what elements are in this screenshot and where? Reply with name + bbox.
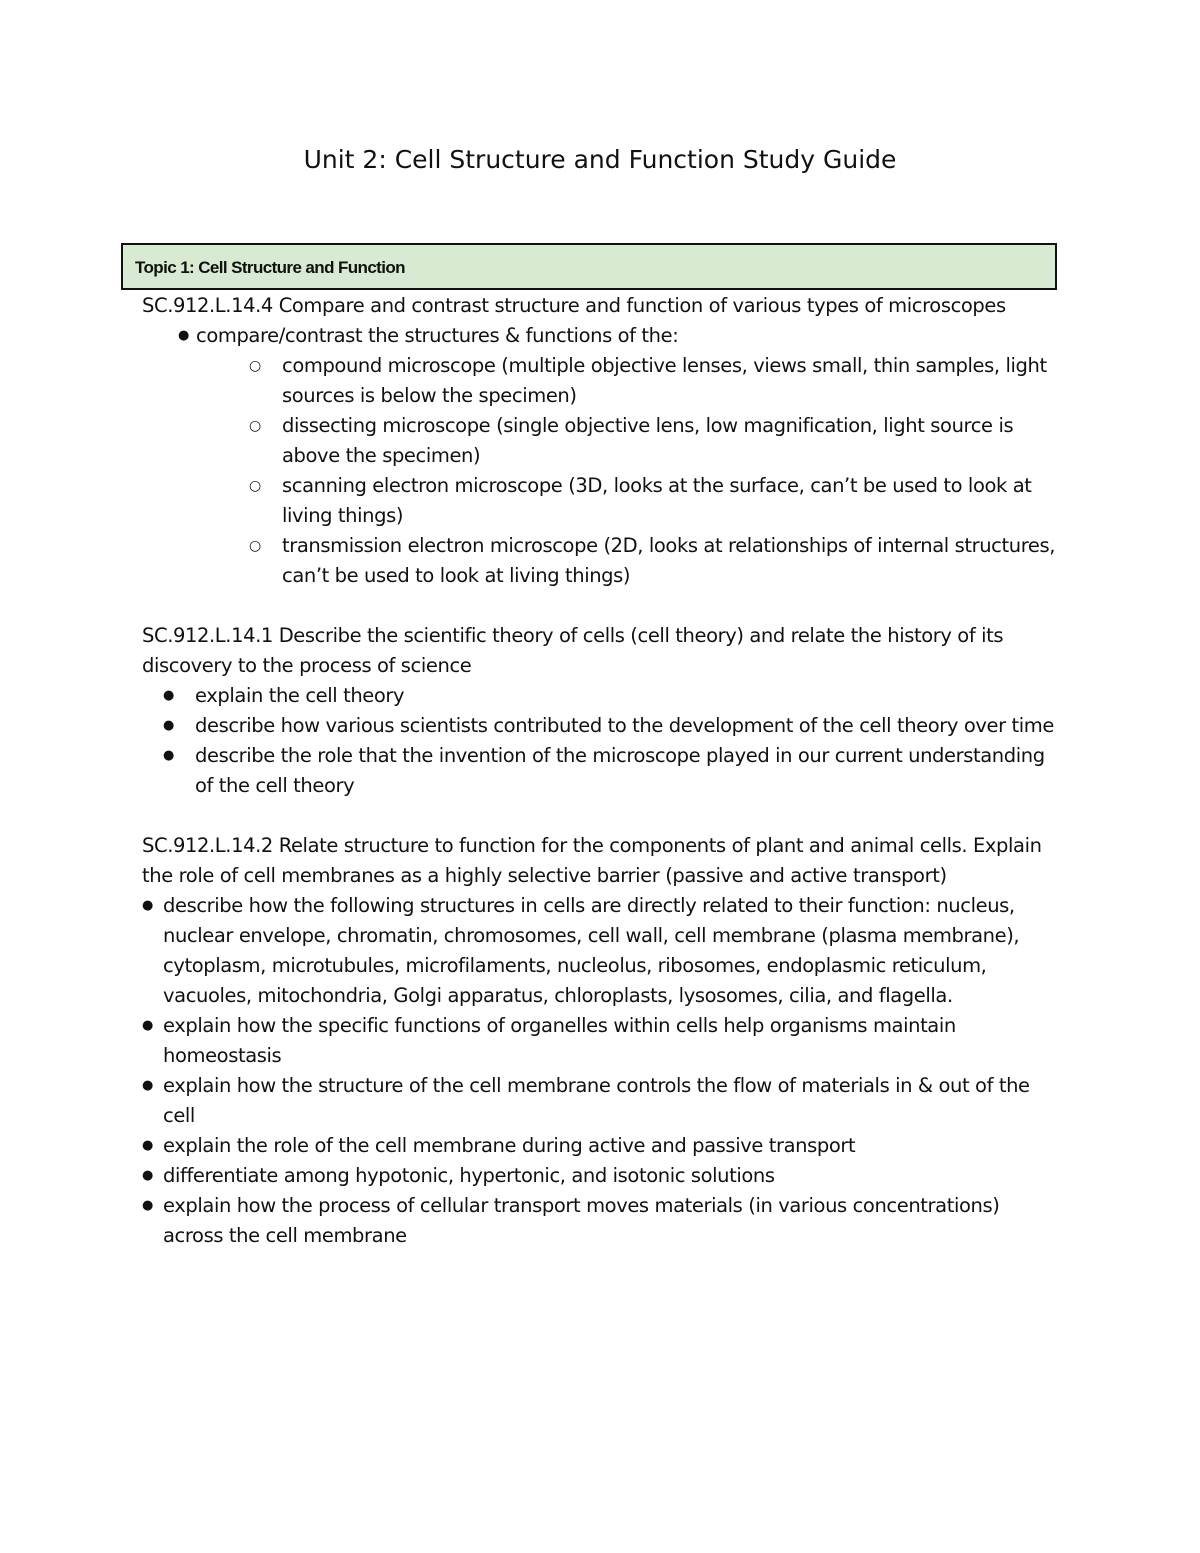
topic-label: Topic 1: Cell Structure and Function: [135, 258, 405, 277]
sub-list-item: [142, 411, 1062, 471]
bullet-list: [142, 891, 1062, 1251]
sub-list-item: [142, 471, 1062, 531]
list-item: [142, 891, 1062, 1011]
benchmark-heading: SC.912.L.14.4 Compare and contrast structure and function of various types of microscopes: [142, 294, 1006, 317]
bullet-icon: ●: [142, 1018, 153, 1033]
bullet-icon: ●: [142, 1078, 153, 1093]
study-guide-content: [142, 291, 1062, 1281]
list-item-text: describe how the following structures in cells are directly related to their function: nucleus, nuclear envelope, chromatin, chromosomes, cell wall, cell membrane (plasma membrane), cytoplasm, microtubules, microfilaments, nucleolus, ribosomes, endoplasmic reticulum, vacuoles, mitochondria, Golgi apparatus, chloroplasts, lysosomes, cilia, and flagella.: [163, 894, 1020, 1007]
list-item-text: explain how the specific functions of organelles within cells help organisms maintain homeostasis: [163, 1014, 956, 1067]
list-item-text: explain how the process of cellular transport moves materials (in various concentrations) across the cell membrane: [163, 1194, 1000, 1247]
benchmark-heading: SC.912.L.14.1 Describe the scientific theory of cells (cell theory) and relate the history of its discovery to the process of science: [142, 624, 1004, 677]
bullet-icon: ●: [163, 718, 174, 733]
list-item-text: describe the role that the invention of the microscope played in our current understanding of the cell theory: [195, 744, 1045, 797]
sub-list-item-text: transmission electron microscope (2D, looks at relationships of internal structures, can’t be used to look at living things): [282, 534, 1056, 587]
sub-list-item-text: scanning electron microscope (3D, looks at the surface, can’t be used to look at living things): [282, 474, 1032, 527]
benchmark-heading: SC.912.L.14.2 Relate structure to function for the components of plant and animal cells. Explain the role of cell membranes as a highly selective barrier (passive and active transport): [142, 834, 1042, 887]
hollow-bullet-icon: ○: [249, 478, 261, 494]
sub-list-item: [142, 351, 1062, 411]
list-item: [142, 1011, 1062, 1071]
list-item-text: explain the cell theory: [195, 684, 405, 707]
hollow-bullet-icon: ○: [249, 358, 261, 374]
list-item: [142, 321, 1062, 591]
bullet-icon: ●: [163, 748, 174, 763]
sub-bullet-list: [142, 351, 1062, 591]
list-item: [142, 1071, 1062, 1131]
bullet-icon: ●: [142, 1138, 153, 1153]
hollow-bullet-icon: ○: [249, 538, 261, 554]
list-item: [142, 1131, 1062, 1161]
document-title: Unit 2: Cell Structure and Function Study Guide: [303, 145, 897, 174]
list-item-text: compare/contrast the structures & functions of the:: [196, 324, 679, 347]
bullet-icon: ●: [178, 328, 189, 343]
list-item: [142, 741, 1062, 801]
bullet-icon: ●: [142, 898, 153, 913]
topic-header-box: [121, 243, 1057, 290]
section-sc912-l14-4: [142, 291, 1062, 591]
list-item-text: differentiate among hypotonic, hypertonic, and isotonic solutions: [163, 1164, 775, 1187]
hollow-bullet-icon: ○: [249, 418, 261, 434]
list-item: [142, 681, 1062, 711]
section-sc912-l14-1: [142, 621, 1062, 801]
bullet-list: [142, 681, 1062, 801]
bullet-list: [142, 321, 1062, 591]
section-sc912-l14-2: [142, 831, 1062, 1251]
list-item: [142, 711, 1062, 741]
bullet-icon: ●: [142, 1168, 153, 1183]
bullet-icon: ●: [163, 688, 174, 703]
sub-list-item-text: dissecting microscope (single objective lens, low magnification, light source is above the specimen): [282, 414, 1014, 467]
bullet-icon: ●: [142, 1198, 153, 1213]
list-item: [142, 1161, 1062, 1191]
sub-list-item-text: compound microscope (multiple objective lenses, views small, thin samples, light sources is below the specimen): [282, 354, 1047, 407]
list-item-text: explain how the structure of the cell membrane controls the flow of materials in & out of the cell: [163, 1074, 1030, 1127]
list-item: [142, 1191, 1062, 1251]
list-item-text: explain the role of the cell membrane during active and passive transport: [163, 1134, 856, 1157]
sub-list-item: [142, 531, 1062, 591]
list-item-text: describe how various scientists contributed to the development of the cell theory over time: [195, 714, 1054, 737]
